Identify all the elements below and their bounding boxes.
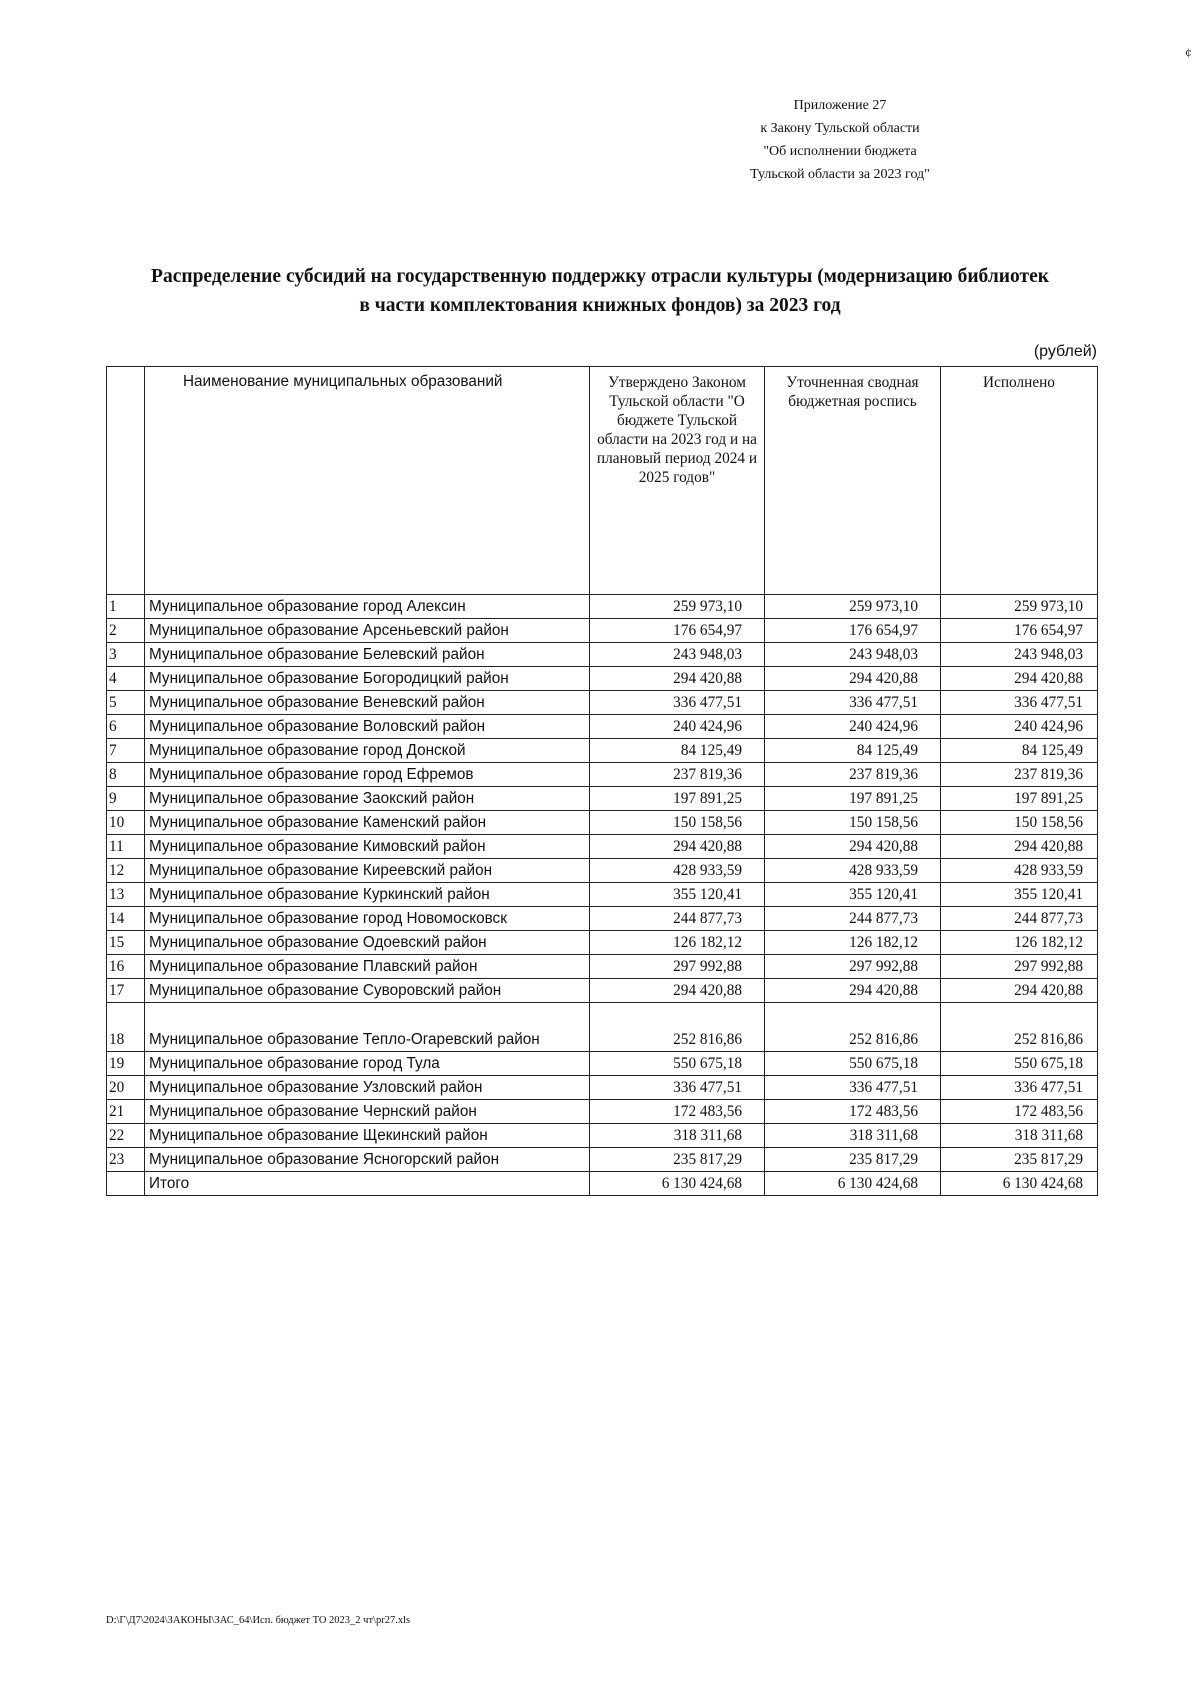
municipality-name: Муниципальное образование Узловский район bbox=[145, 1076, 590, 1100]
refined-amount: 294 420,88 bbox=[765, 835, 941, 859]
table-row bbox=[107, 691, 1098, 715]
executed-amount: 550 675,18 bbox=[941, 1052, 1098, 1076]
appendix-line-3: "Об исполнении бюджета bbox=[763, 144, 917, 159]
approved-amount: 294 420,88 bbox=[590, 835, 765, 859]
row-number: 10 bbox=[107, 811, 145, 835]
executed-amount: 172 483,56 bbox=[941, 1100, 1098, 1124]
refined-amount: 294 420,88 bbox=[765, 667, 941, 691]
table-row bbox=[107, 739, 1098, 763]
approved-amount: 243 948,03 bbox=[590, 643, 765, 667]
total-label: Итого bbox=[145, 1172, 590, 1196]
table-row bbox=[107, 643, 1098, 667]
refined-amount: 237 819,36 bbox=[765, 763, 941, 787]
refined-amount: 240 424,96 bbox=[765, 715, 941, 739]
executed-amount: 235 817,29 bbox=[941, 1148, 1098, 1172]
municipality-name: Муниципальное образование город Ефремов bbox=[145, 763, 590, 787]
scan-mark: ¢ bbox=[1185, 46, 1192, 59]
table-row bbox=[107, 979, 1098, 1003]
table-row bbox=[107, 1148, 1098, 1172]
row-number: 13 bbox=[107, 883, 145, 907]
refined-amount: 294 420,88 bbox=[765, 979, 941, 1003]
header-refined: Уточненная сводная бюджетная роспись bbox=[765, 367, 941, 595]
appendix-line-1: Приложение 27 bbox=[793, 98, 887, 113]
municipality-name: Муниципальное образование Куркинский район bbox=[145, 883, 590, 907]
approved-amount: 428 933,59 bbox=[590, 859, 765, 883]
table-row bbox=[107, 787, 1098, 811]
approved-amount: 550 675,18 bbox=[590, 1052, 765, 1076]
refined-amount: 336 477,51 bbox=[765, 1076, 941, 1100]
municipality-name: Муниципальное образование Одоевский район bbox=[145, 931, 590, 955]
executed-amount: 428 933,59 bbox=[941, 859, 1098, 883]
header-number bbox=[107, 367, 145, 595]
table-row bbox=[107, 1100, 1098, 1124]
executed-amount: 355 120,41 bbox=[941, 883, 1098, 907]
row-number: 4 bbox=[107, 667, 145, 691]
executed-amount: 84 125,49 bbox=[941, 739, 1098, 763]
approved-amount: 197 891,25 bbox=[590, 787, 765, 811]
municipality-name: Муниципальное образование Чернский район bbox=[145, 1100, 590, 1124]
approved-amount: 235 817,29 bbox=[590, 1148, 765, 1172]
municipality-name: Муниципальное образование Плавский район bbox=[145, 955, 590, 979]
executed-amount: 150 158,56 bbox=[941, 811, 1098, 835]
row-number: 15 bbox=[107, 931, 145, 955]
total-executed: 6 130 424,68 bbox=[941, 1172, 1098, 1196]
approved-amount: 244 877,73 bbox=[590, 907, 765, 931]
title-line-1: Распределение субсидий на государственную поддержку отрасли культуры (модернизацию библиотек bbox=[151, 266, 1049, 287]
refined-amount: 172 483,56 bbox=[765, 1100, 941, 1124]
total-row bbox=[107, 1172, 1098, 1196]
refined-amount: 318 311,68 bbox=[765, 1124, 941, 1148]
municipality-name: Муниципальное образование Киреевский район bbox=[145, 859, 590, 883]
executed-amount: 336 477,51 bbox=[941, 1076, 1098, 1100]
row-number: 17 bbox=[107, 979, 145, 1003]
total-number bbox=[107, 1172, 145, 1196]
refined-amount: 259 973,10 bbox=[765, 595, 941, 619]
approved-amount: 176 654,97 bbox=[590, 619, 765, 643]
refined-amount: 355 120,41 bbox=[765, 883, 941, 907]
executed-amount: 294 420,88 bbox=[941, 667, 1098, 691]
subsidy-table bbox=[106, 366, 1098, 1196]
municipality-name: Муниципальное образование Белевский район bbox=[145, 643, 590, 667]
approved-amount: 294 420,88 bbox=[590, 979, 765, 1003]
refined-amount: 336 477,51 bbox=[765, 691, 941, 715]
executed-amount: 294 420,88 bbox=[941, 979, 1098, 1003]
municipality-name: Муниципальное образование город Тула bbox=[145, 1052, 590, 1076]
executed-amount: 336 477,51 bbox=[941, 691, 1098, 715]
approved-amount: 252 816,86 bbox=[590, 1003, 765, 1052]
header-name: Наименование муниципальных образований bbox=[145, 367, 590, 595]
municipality-name: Муниципальное образование Суворовский район bbox=[145, 979, 590, 1003]
header-executed: Исполнено bbox=[941, 367, 1098, 595]
file-path-footer: D:\Г\Д7\2024\ЗАКОНЫ\ЗАС_64\Исп. бюджет ТО 2023_2 чт\pr27.xls bbox=[106, 1615, 411, 1626]
executed-amount: 297 992,88 bbox=[941, 955, 1098, 979]
row-number: 12 bbox=[107, 859, 145, 883]
appendix-header bbox=[700, 94, 980, 186]
executed-amount: 252 816,86 bbox=[941, 1003, 1098, 1052]
header-approved: Утверждено Законом Тульской области "О бюджете Тульской области на 2023 год и на плановый период 2024 и 2025 годов" bbox=[590, 367, 765, 595]
executed-amount: 243 948,03 bbox=[941, 643, 1098, 667]
executed-amount: 197 891,25 bbox=[941, 787, 1098, 811]
row-number: 11 bbox=[107, 835, 145, 859]
municipality-name: Муниципальное образование город Донской bbox=[145, 739, 590, 763]
units-label: (рублей) bbox=[1033, 343, 1097, 360]
row-number: 5 bbox=[107, 691, 145, 715]
refined-amount: 126 182,12 bbox=[765, 931, 941, 955]
row-number: 23 bbox=[107, 1148, 145, 1172]
table-row bbox=[107, 1076, 1098, 1100]
row-number: 1 bbox=[107, 595, 145, 619]
table-row bbox=[107, 955, 1098, 979]
municipality-name: Муниципальное образование город Алексин bbox=[145, 595, 590, 619]
approved-amount: 172 483,56 bbox=[590, 1100, 765, 1124]
table-row bbox=[107, 715, 1098, 739]
table-row bbox=[107, 859, 1098, 883]
municipality-name: Муниципальное образование город Новомосковск bbox=[145, 907, 590, 931]
approved-amount: 355 120,41 bbox=[590, 883, 765, 907]
table-row bbox=[107, 667, 1098, 691]
executed-amount: 176 654,97 bbox=[941, 619, 1098, 643]
approved-amount: 237 819,36 bbox=[590, 763, 765, 787]
approved-amount: 84 125,49 bbox=[590, 739, 765, 763]
refined-amount: 428 933,59 bbox=[765, 859, 941, 883]
table-row bbox=[107, 883, 1098, 907]
table-row bbox=[107, 811, 1098, 835]
executed-amount: 318 311,68 bbox=[941, 1124, 1098, 1148]
table-row bbox=[107, 835, 1098, 859]
municipality-name: Муниципальное образование Ясногорский район bbox=[145, 1148, 590, 1172]
refined-amount: 243 948,03 bbox=[765, 643, 941, 667]
table-row bbox=[107, 595, 1098, 619]
executed-amount: 244 877,73 bbox=[941, 907, 1098, 931]
refined-amount: 197 891,25 bbox=[765, 787, 941, 811]
row-number: 18 bbox=[107, 1003, 145, 1052]
refined-amount: 550 675,18 bbox=[765, 1052, 941, 1076]
approved-amount: 259 973,10 bbox=[590, 595, 765, 619]
table-row bbox=[107, 1003, 1098, 1052]
appendix-line-2: к Закону Тульской области bbox=[760, 121, 920, 136]
row-number: 16 bbox=[107, 955, 145, 979]
row-number: 8 bbox=[107, 763, 145, 787]
municipality-name: Муниципальное образование Арсеньевский район bbox=[145, 619, 590, 643]
municipality-name: Муниципальное образование Кимовский район bbox=[145, 835, 590, 859]
document-title bbox=[80, 262, 1120, 320]
approved-amount: 294 420,88 bbox=[590, 667, 765, 691]
row-number: 19 bbox=[107, 1052, 145, 1076]
row-number: 7 bbox=[107, 739, 145, 763]
row-number: 22 bbox=[107, 1124, 145, 1148]
municipality-name: Муниципальное образование Тепло-Огаревский район bbox=[145, 1003, 590, 1052]
total-approved: 6 130 424,68 bbox=[590, 1172, 765, 1196]
refined-amount: 297 992,88 bbox=[765, 955, 941, 979]
approved-amount: 297 992,88 bbox=[590, 955, 765, 979]
row-number: 6 bbox=[107, 715, 145, 739]
refined-amount: 176 654,97 bbox=[765, 619, 941, 643]
refined-amount: 150 158,56 bbox=[765, 811, 941, 835]
municipality-name: Муниципальное образование Заокский район bbox=[145, 787, 590, 811]
table-row bbox=[107, 907, 1098, 931]
title-line-2: в части комплектования книжных фондов) за 2023 год bbox=[359, 295, 841, 316]
executed-amount: 126 182,12 bbox=[941, 931, 1098, 955]
municipality-name: Муниципальное образование Щекинский район bbox=[145, 1124, 590, 1148]
table-header-row bbox=[107, 367, 1098, 595]
executed-amount: 259 973,10 bbox=[941, 595, 1098, 619]
executed-amount: 240 424,96 bbox=[941, 715, 1098, 739]
table-row bbox=[107, 763, 1098, 787]
table-row bbox=[107, 619, 1098, 643]
appendix-line-4: Тульской области за 2023 год" bbox=[750, 167, 930, 182]
refined-amount: 235 817,29 bbox=[765, 1148, 941, 1172]
total-refined: 6 130 424,68 bbox=[765, 1172, 941, 1196]
approved-amount: 336 477,51 bbox=[590, 1076, 765, 1100]
approved-amount: 150 158,56 bbox=[590, 811, 765, 835]
table-row bbox=[107, 931, 1098, 955]
row-number: 9 bbox=[107, 787, 145, 811]
executed-amount: 237 819,36 bbox=[941, 763, 1098, 787]
refined-amount: 244 877,73 bbox=[765, 907, 941, 931]
row-number: 21 bbox=[107, 1100, 145, 1124]
municipality-name: Муниципальное образование Богородицкий район bbox=[145, 667, 590, 691]
row-number: 3 bbox=[107, 643, 145, 667]
executed-amount: 294 420,88 bbox=[941, 835, 1098, 859]
municipality-name: Муниципальное образование Веневский район bbox=[145, 691, 590, 715]
approved-amount: 336 477,51 bbox=[590, 691, 765, 715]
refined-amount: 252 816,86 bbox=[765, 1003, 941, 1052]
approved-amount: 240 424,96 bbox=[590, 715, 765, 739]
row-number: 20 bbox=[107, 1076, 145, 1100]
row-number: 2 bbox=[107, 619, 145, 643]
municipality-name: Муниципальное образование Воловский район bbox=[145, 715, 590, 739]
table-row bbox=[107, 1052, 1098, 1076]
approved-amount: 318 311,68 bbox=[590, 1124, 765, 1148]
row-number: 14 bbox=[107, 907, 145, 931]
refined-amount: 84 125,49 bbox=[765, 739, 941, 763]
approved-amount: 126 182,12 bbox=[590, 931, 765, 955]
table-row bbox=[107, 1124, 1098, 1148]
municipality-name: Муниципальное образование Каменский район bbox=[145, 811, 590, 835]
